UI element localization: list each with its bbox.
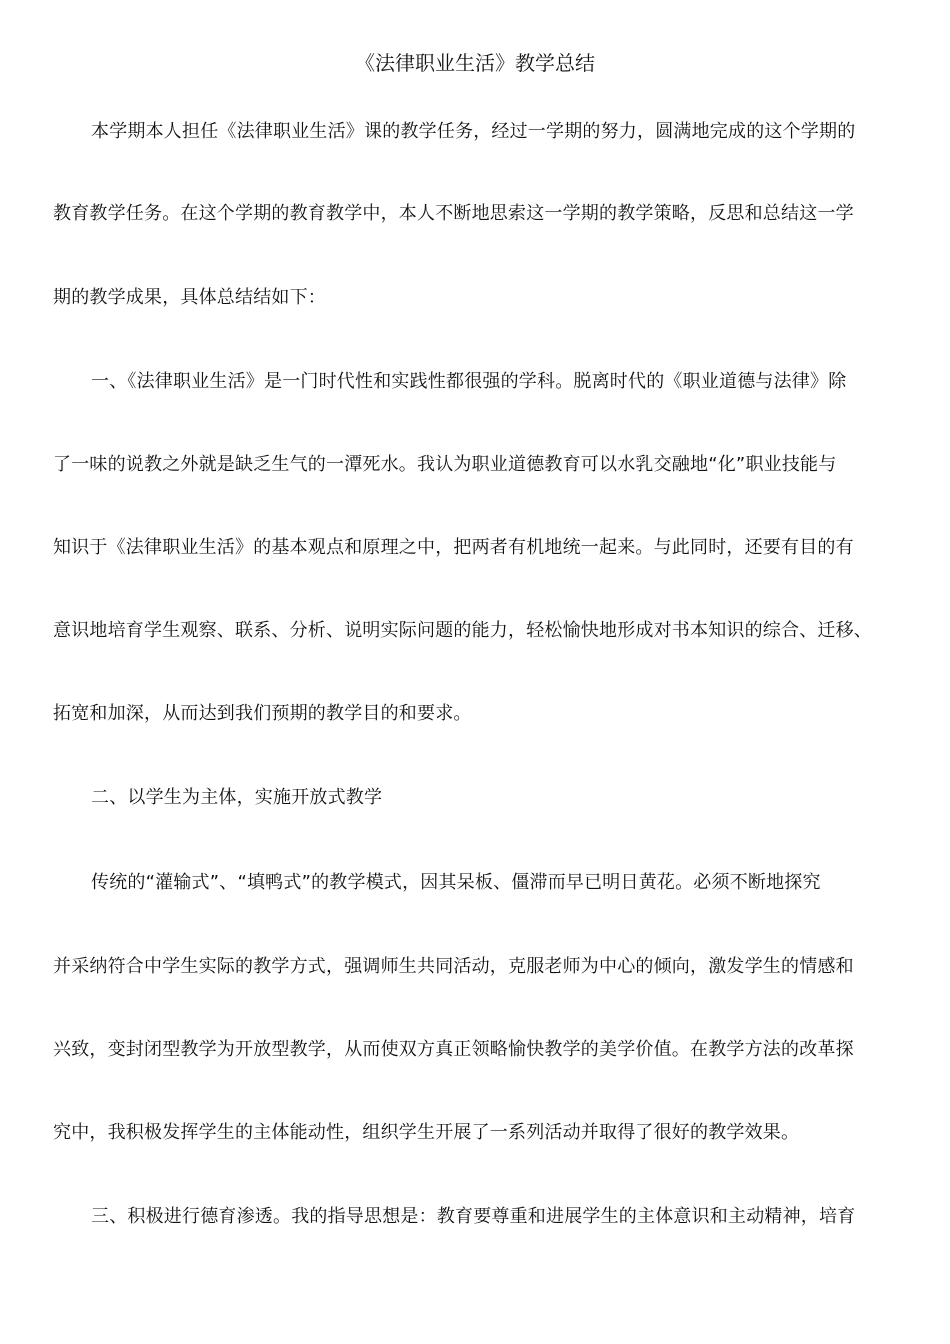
- paragraph-4-line-1: 三、积极进行德育渗透。我的指导思想是：教育要尊重和进展学生的主体意识和主动精神，培育: [91, 1206, 856, 1227]
- paragraph-1-line-3: 期的教学成果，具体总结结如下：: [53, 287, 326, 308]
- paragraph-3-line-2: 并采纳符合中学生实际的教学方式，强调师生共同活动，克服老师为中心的倾向，激发学生的情感和: [53, 956, 854, 977]
- paragraph-2-line-5: 拓宽和加深，从而达到我们预期的教学目的和要求。: [53, 703, 472, 724]
- paragraph-2-line-1: 一、《法律职业生活》是一门时代性和实践性都很强的学科。脱离时代的《职业道德与法律》除: [91, 371, 847, 392]
- paragraph-3-line-1: 传统的“灌输式”、“填鸭式”的教学模式，因其呆板、僵滞而早已明日黄花。必须不断地探究: [91, 872, 821, 893]
- paragraph-2-line-4: 意识地培育学生观察、联系、分析、说明实际问题的能力，轻松愉快地形成对书本知识的综合、迁移、: [53, 620, 872, 641]
- document-title: 《法律职业生活》教学总结: [355, 51, 595, 75]
- paragraph-1-line-1: 本学期本人担任《法律职业生活》课的教学任务，经过一学期的努力，圆满地完成的这个学期的: [91, 121, 856, 142]
- paragraph-2-line-3: 知识于《法律职业生活》的基本观点和原理之中，把两者有机地统一起来。与此同时，还要有目的有: [53, 537, 854, 558]
- paragraph-3-line-3: 兴致，变封闭型教学为开放型教学，从而使双方真正领略愉快教学的美学价值。在教学方法的改革探: [53, 1039, 854, 1060]
- section-heading-2: 二、以学生为主体，实施开放式教学: [91, 787, 383, 808]
- paragraph-2-line-2: 了一味的说教之外就是缺乏生气的一潭死水。我认为职业道德教育可以水乳交融地“化”职业技能与: [53, 454, 837, 475]
- paragraph-1-line-2: 教育教学任务。在这个学期的教育教学中，本人不断地思索这一学期的教学策略，反思和总结这一学: [53, 203, 854, 224]
- paragraph-3-line-4: 究中，我积极发挥学生的主体能动性，组织学生开展了一系列活动并取得了很好的教学效果。: [53, 1122, 800, 1143]
